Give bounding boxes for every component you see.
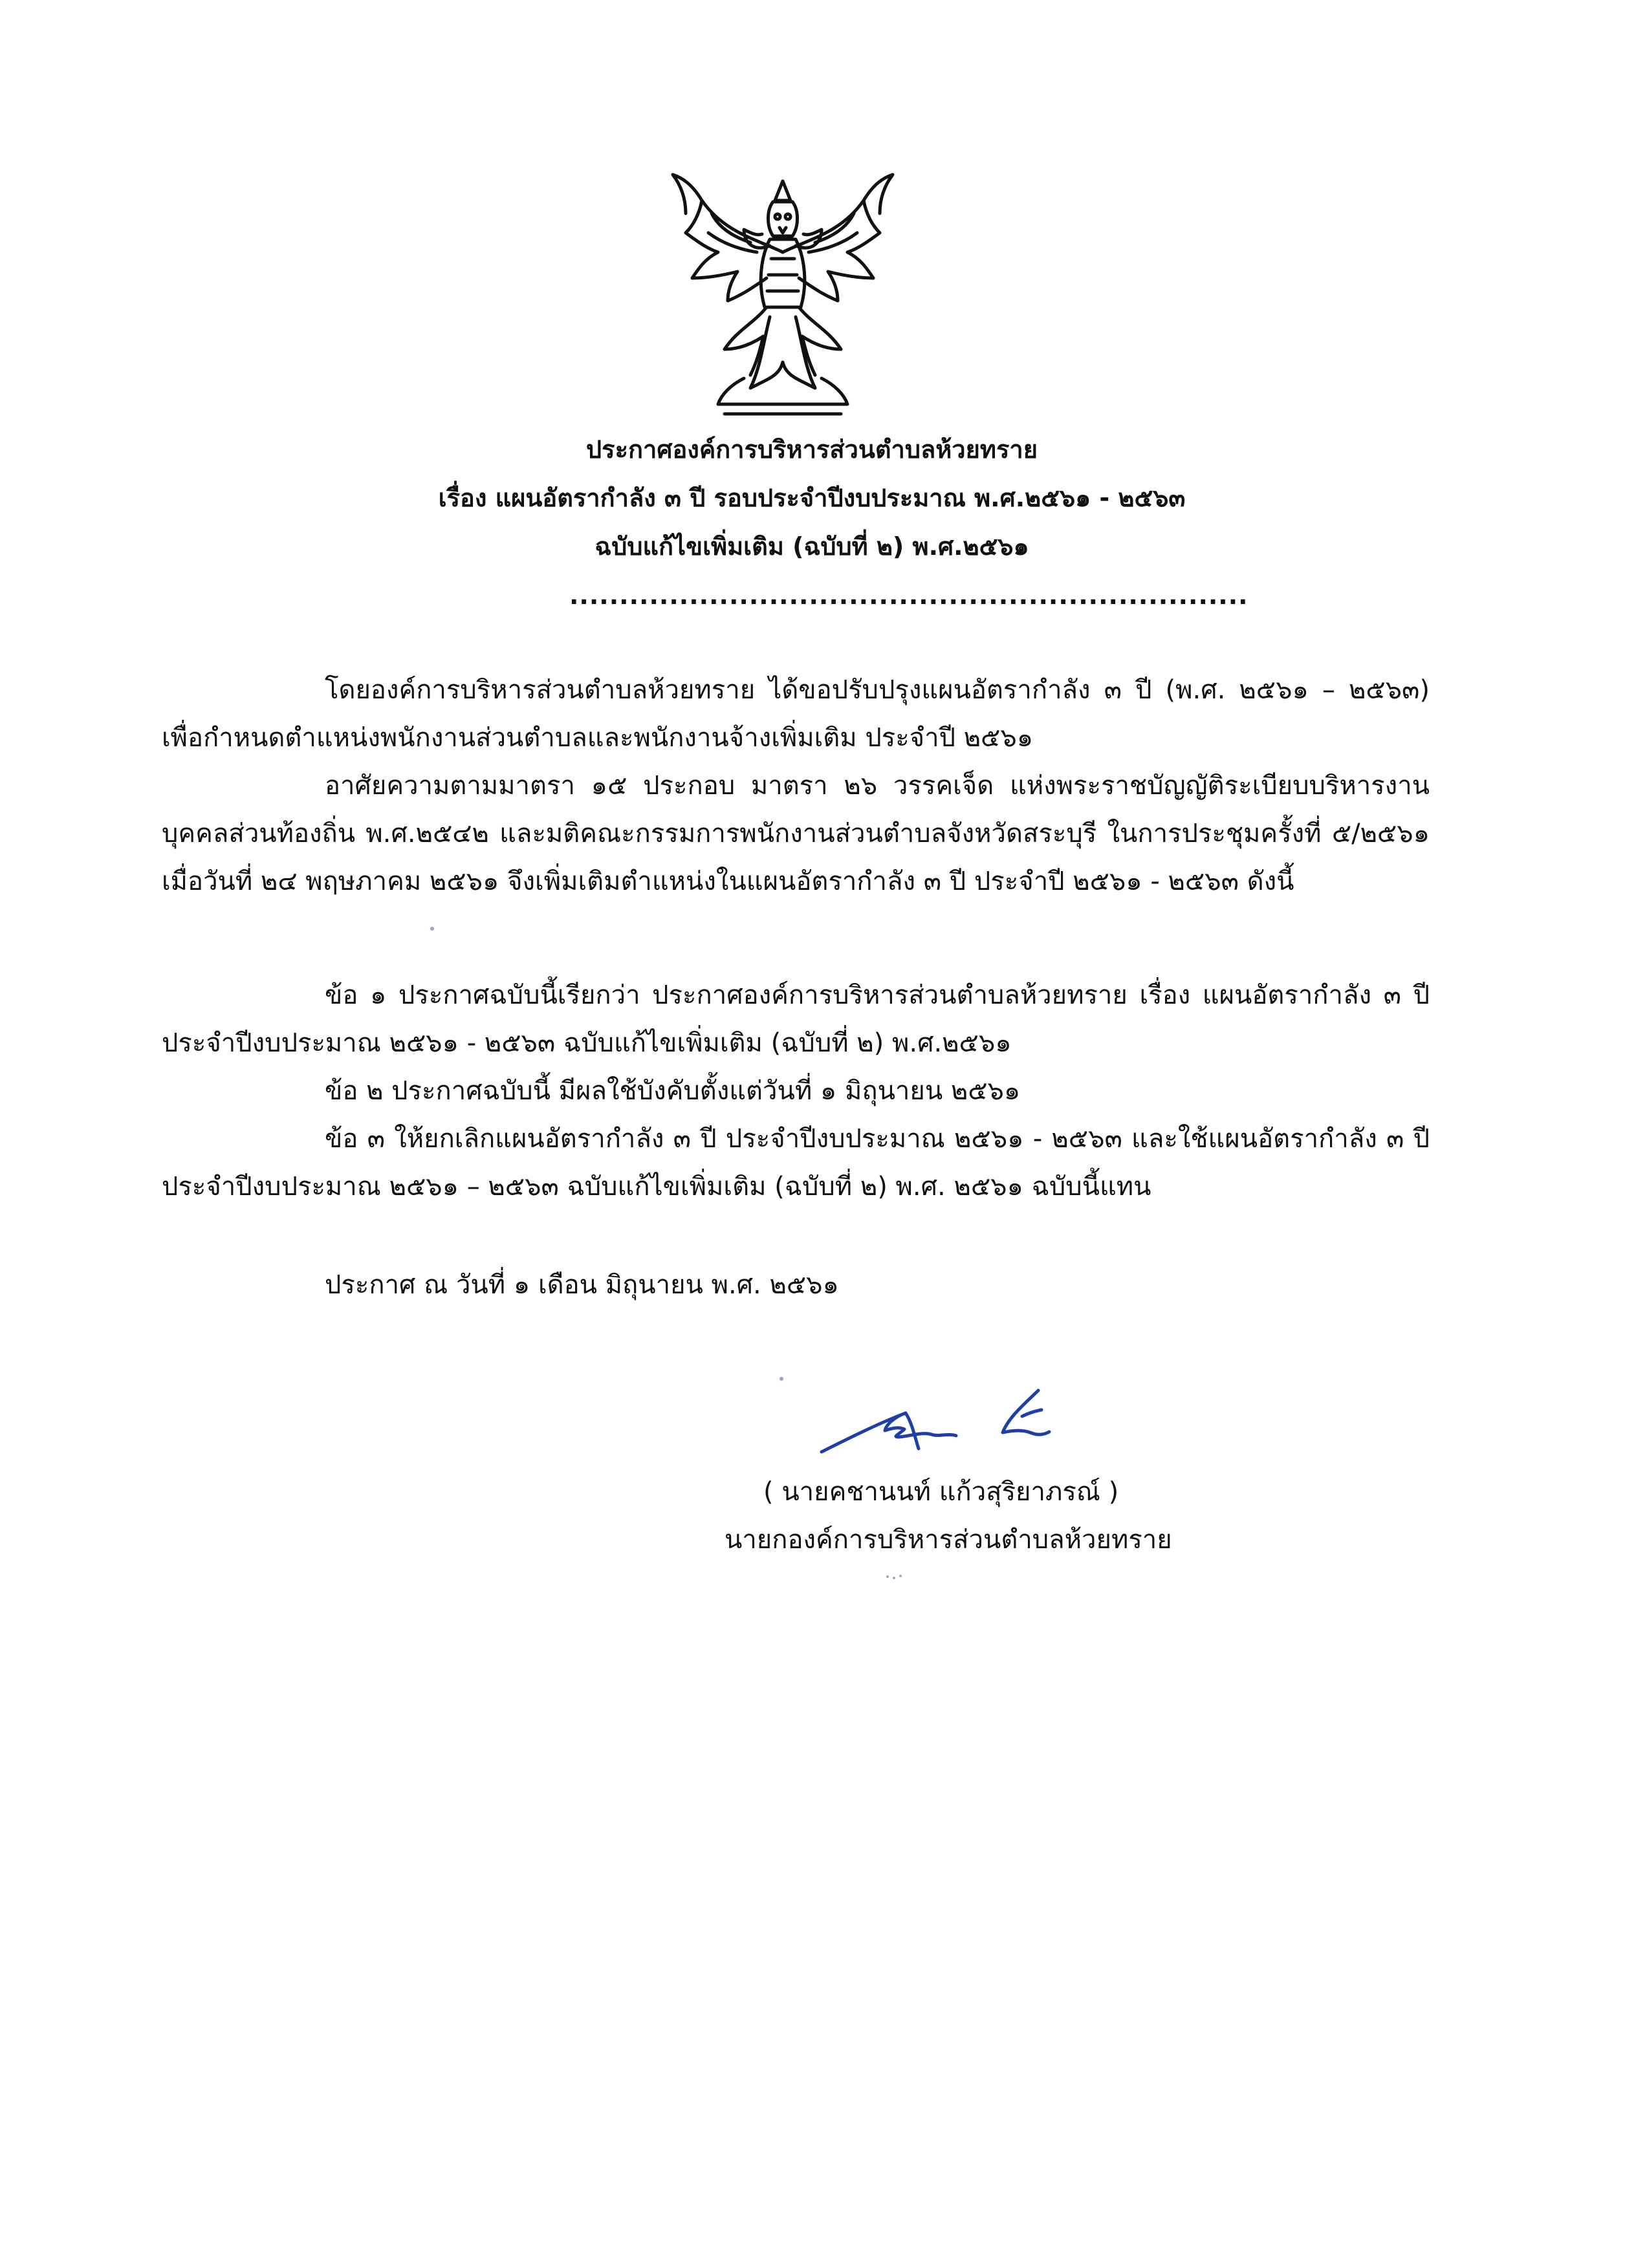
signer-title: นายกองค์การบริหารส่วนตำบลห้วยทราย bbox=[725, 1525, 1172, 1555]
clause-1: ข้อ ๑ ประกาศฉบับนี้เรียกว่า ประกาศองค์การบริหารส่วนตำบลห้วยทราย เรื่อง แผนอัตรากำลัง ๓ ปี ประจำปีงบประมาณ ๒๕๖๑ - ๒๕๖๓ ฉบับแก้ไขเพิ่มเติม (ฉบับที่ ๒) พ.ศ.๒๕๖๑ bbox=[162, 980, 1430, 1058]
announcement-date: ประกาศ ณ วันที่ ๑ เดือน มิถุนายน พ.ศ. ๒๕๖๑ bbox=[325, 1270, 839, 1300]
legal-basis-paragraph: อาศัยความตามมาตรา ๑๕ ประกอบ มาตรา ๒๖ วรรคเจ็ด แห่งพระราชบัญญัติระเบียบบริหารงานบุคคลส่วนท้องถิ่น พ.ศ.๒๕๔๒ และมติคณะกรรมการพนักงานส่วนตำบลจังหวัดสระบุรี ในการประชุมครั้งที่ ๕/๒๕๖๑ เมื่อวันที่ ๒๔ พฤษภาคม ๒๕๖๑ จึงเพิ่มเติมตำแหน่งในแผนอัตรากำลัง ๓ ปี ประจำปี ๒๕๖๑ - ๒๕๖๓ ดังนี้ bbox=[162, 771, 1430, 896]
edition-heading: ฉบับแก้ไขเพิ่มเติม (ฉบับที่ ๒) พ.ศ.๒๕๖๑ bbox=[594, 532, 1029, 561]
clause-2: ข้อ ๒ ประกาศฉบับนี้ มีผลใช้บังคับตั้งแต่วันที่ ๑ มิถุนายน ๒๕๖๑ bbox=[325, 1076, 1021, 1106]
garuda-emblem-icon bbox=[647, 155, 919, 427]
announcement-heading: ประกาศองค์การบริหารส่วนตำบลห้วยทราย bbox=[586, 435, 1038, 464]
dotted-separator: .................................................................... bbox=[569, 581, 1249, 610]
clause-3: ข้อ ๓ ให้ยกเลิกแผนอัตรากำลัง ๓ ปี ประจำปีงบประมาณ ๒๕๖๑ - ๒๕๖๓ และใช้แผนอัตรากำลัง ๓ ปี ประจำปีงบประมาณ ๒๕๖๑ – ๒๕๖๓ ฉบับแก้ไขเพิ่มเติม (ฉบับที่ ๒) พ.ศ. ๒๕๖๑ ฉบับนี้แทน bbox=[162, 1124, 1430, 1202]
signer-name: ( นายคชานนท์ แก้วสุริยาภรณ์ ) bbox=[763, 1477, 1119, 1507]
subject-heading: เรื่อง แผนอัตรากำลัง ๓ ปี รอบประจำปีงบประมาณ พ.ศ.๒๕๖๑ - ๒๕๖๓ bbox=[438, 484, 1186, 512]
handwritten-signature-icon bbox=[809, 1377, 1106, 1462]
intro-paragraph: โดยองค์การบริหารส่วนตำบลห้วยทราย ได้ขอปรับปรุงแผนอัตรากำลัง ๓ ปี (พ.ศ. ๒๕๖๑ – ๒๕๖๓) เพื่อกำหนดตำแหน่งพนักงานส่วนตำบลและพนักงานจ้างเพิ่มเติม ประจำปี ๒๕๖๑ bbox=[162, 675, 1430, 753]
